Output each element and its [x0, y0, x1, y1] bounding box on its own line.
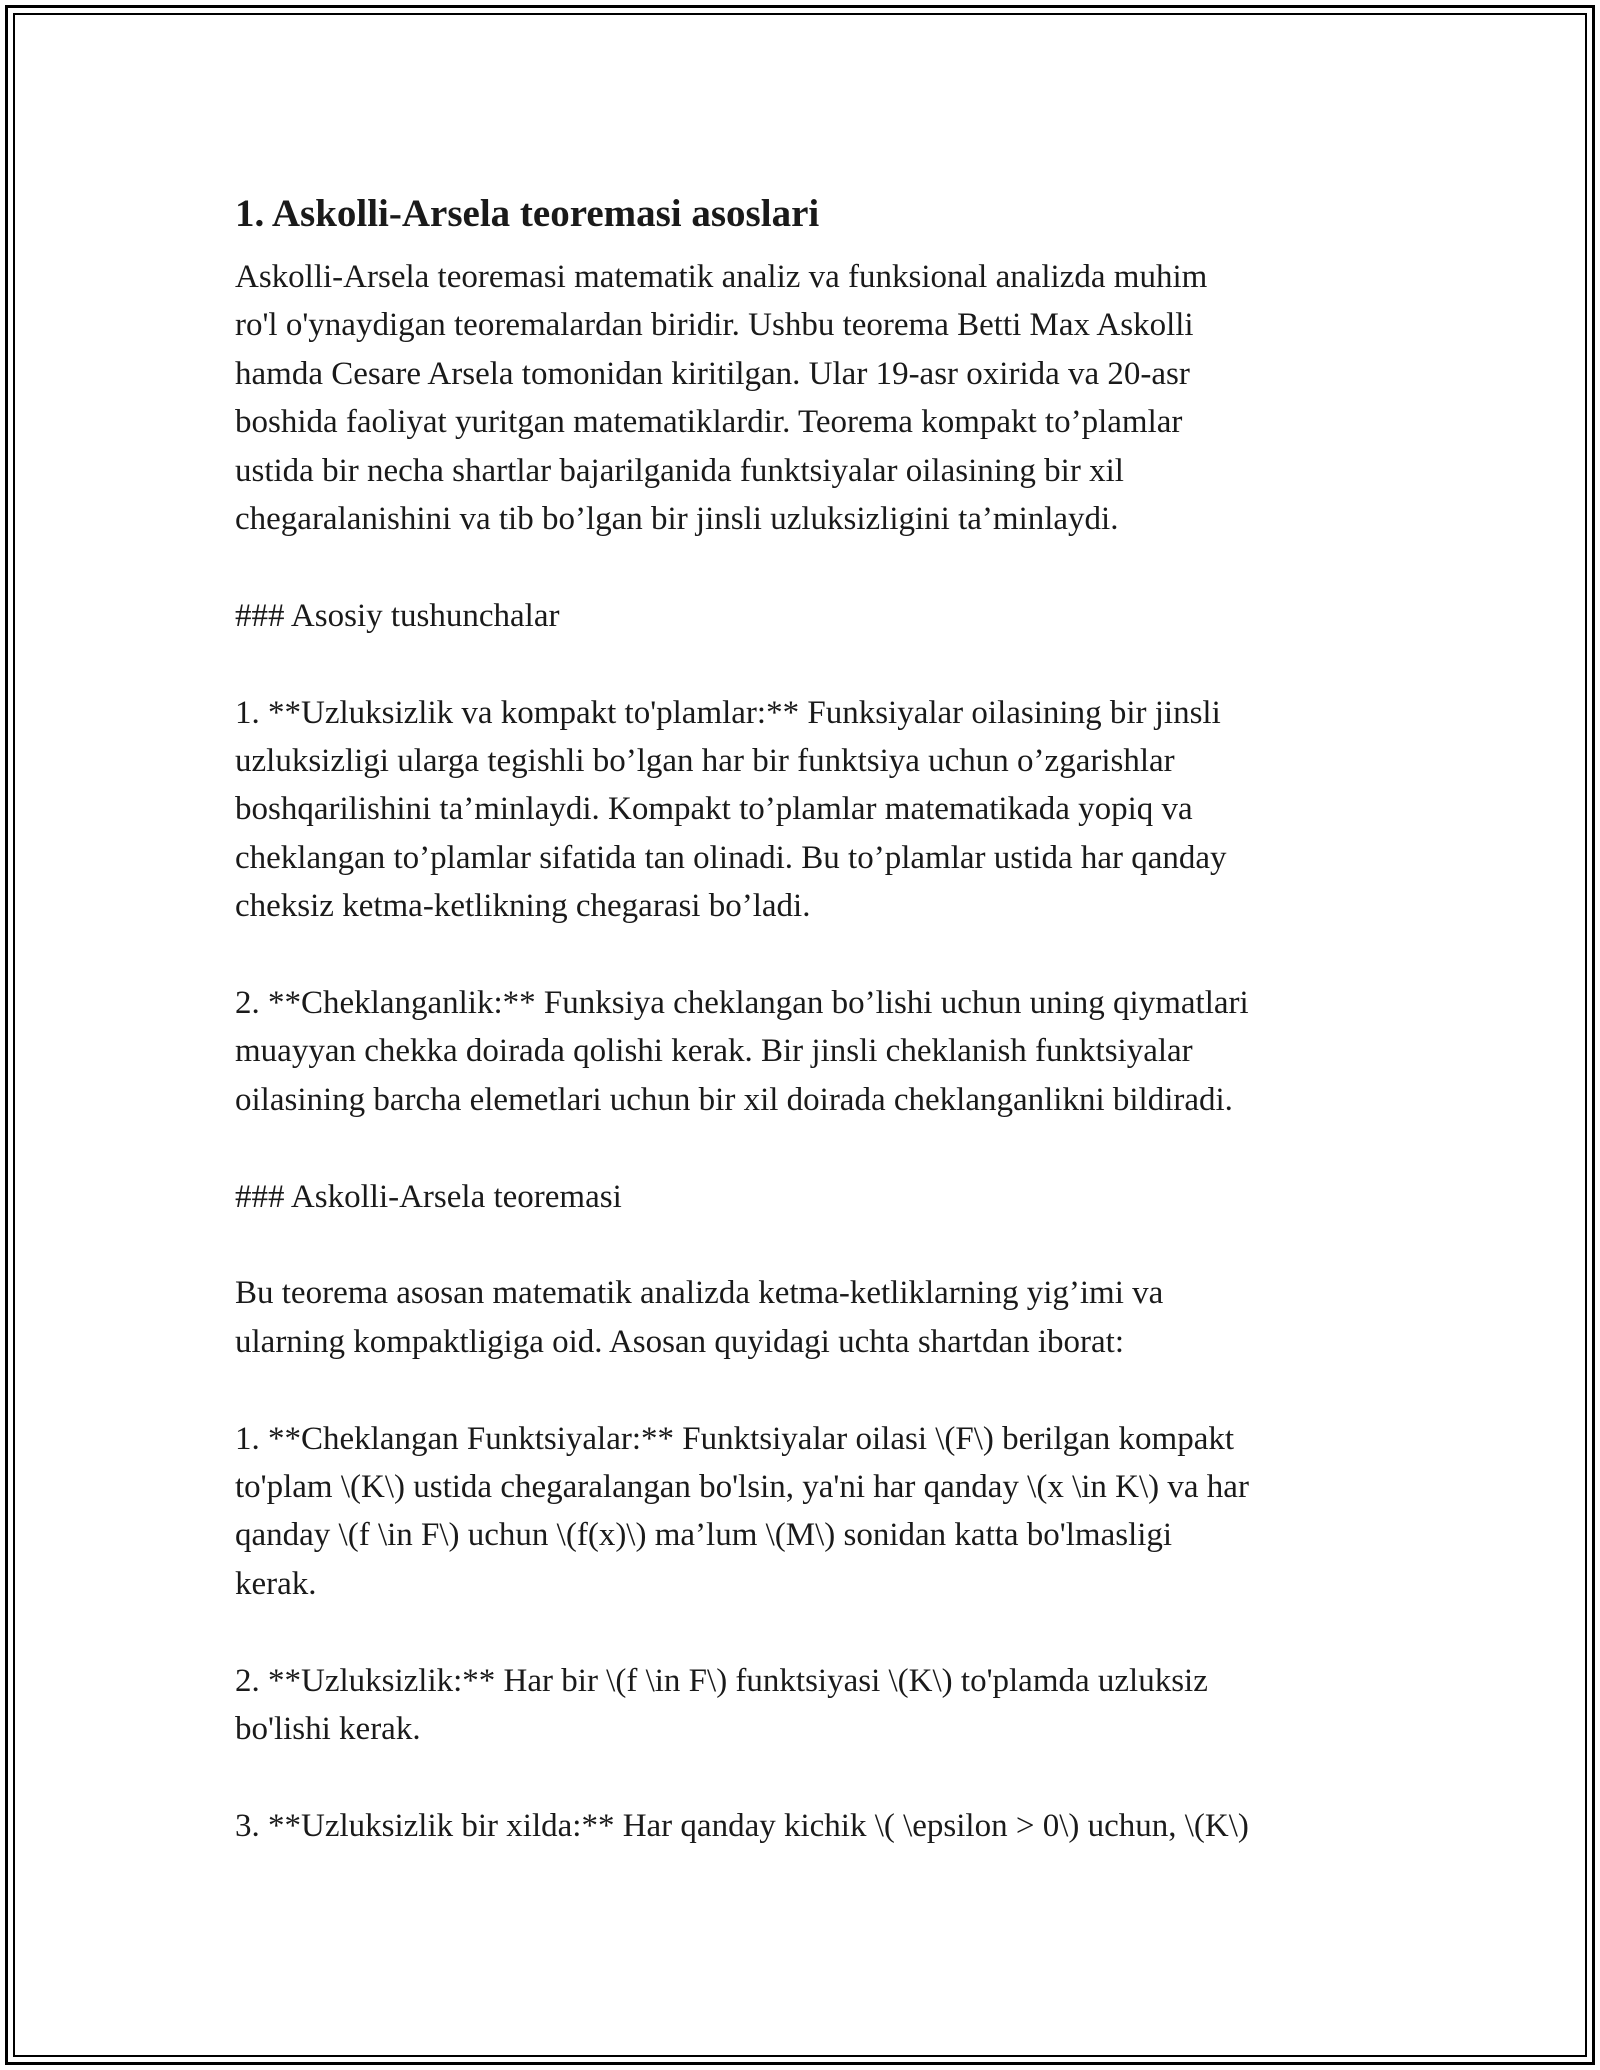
paragraph-gap	[235, 1366, 1375, 1414]
text-line: boshqarilishini ta’minlaydi. Kompakt to’plamlar matematikada yopiq va	[235, 791, 1193, 828]
text-line: uzluksizligi ularga tegishli bo’lgan har bir funktsiya uchun o’zgarishlar	[235, 743, 1175, 780]
text-line: ### Asosiy tushunchalar	[235, 597, 560, 634]
text-line: 2. **Uzluksizlik:** Har bir \(f \in F\) funktsiyasi \(K\) to'plamda uzluksiz	[235, 1662, 1208, 1699]
paragraph-gap	[235, 931, 1375, 979]
text-line: boshida faoliyat yuritgan matematiklardir. Teorema kompakt to’plamlar	[235, 404, 1183, 441]
text-line: cheksiz ketma-ketlikning chegarasi bo’ladi.	[235, 888, 811, 925]
text-line: cheklangan to’plamlar sifatida tan olinadi. Bu to’plamlar ustida har qanday	[235, 839, 1227, 876]
text-line: oilasining barcha elemetlari uchun bir xil doirada cheklanganlikni bildiradi.	[235, 1081, 1233, 1118]
text-line: ### Askolli-Arsela teoremasi	[235, 1178, 622, 1215]
text-line: to'plam \(K\) ustida chegaralangan bo'lsin, ya'ni har qanday \(x \in K\) va har	[235, 1469, 1249, 1506]
text-line: ularning kompaktligiga oid. Asosan quyidagi uchta shartdan iborat:	[235, 1323, 1125, 1360]
paragraph-gap	[235, 1221, 1375, 1269]
text-line: kerak.	[235, 1565, 317, 1602]
text-line: qanday \(f \in F\) uchun \(f(x)\) ma’lum \(M\) sonidan katta bo'lmasligi	[235, 1517, 1173, 1554]
text-line: ro'l o'ynaydigan teoremalardan biridir. Ushbu teorema Betti Max Askolli	[235, 307, 1194, 344]
paragraph-condition-2	[235, 1657, 1375, 1754]
text-line: Askolli-Arsela teoremasi matematik analiz va funksional analizda muhim	[235, 259, 1208, 295]
text-line: 2. **Cheklanganlik:** Funksiya cheklangan bo’lishi uchun uning qiymatlari	[235, 985, 1249, 1022]
text-line: ustida bir necha shartlar bajarilganida funktsiyalar oilasining bir xil	[235, 452, 1124, 489]
paragraph-condition-3	[235, 1802, 1375, 1850]
text-line: hamda Cesare Arsela tomonidan kiritilgan. Ular 19-asr oxirida va 20-asr	[235, 355, 1190, 392]
text-line: bo'lishi kerak.	[235, 1711, 421, 1748]
text-line: 1. **Uzluksizlik va kompakt to'plamlar:** Funksiyalar oilasining bir jinsli	[235, 694, 1221, 731]
text-line: 3. **Uzluksizlik bir xilda:** Har qanday kichik \( \epsilon > 0\) uchun, \(K\)	[235, 1807, 1249, 1844]
paragraph-theorem-intro	[235, 1269, 1375, 1366]
paragraph-heading-basics	[235, 592, 1375, 640]
paragraph-intro	[235, 253, 1375, 543]
paragraph-gap	[235, 1124, 1375, 1172]
paragraph-heading-theorem	[235, 1173, 1375, 1221]
text-line: Bu teorema asosan matematik analizda ketma-ketliklarning yig’imi va	[235, 1275, 1164, 1312]
text-line: chegaralanishini va tib bo’lgan bir jinsli uzluksizligini ta’minlaydi.	[235, 501, 1119, 538]
paragraph-gap	[235, 1608, 1375, 1656]
text-line: 1. **Cheklangan Funktsiyalar:** Funktsiyalar oilasi \(F\) berilgan kompakt	[235, 1420, 1235, 1457]
paragraph-list	[235, 253, 1375, 1850]
document-body	[235, 185, 1375, 1850]
paragraph-condition-1	[235, 1415, 1375, 1609]
paragraph-gap	[235, 543, 1375, 591]
text-line: muayyan chekka doirada qolishi kerak. Bir jinsli cheklanish funktsiyalar	[235, 1033, 1193, 1070]
paragraph-gap	[235, 1753, 1375, 1801]
document-title: 1. Askolli-Arsela teoremasi asoslari	[235, 192, 820, 235]
paragraph-basics-item-1	[235, 689, 1375, 931]
paragraph-basics-item-2	[235, 979, 1375, 1124]
paragraph-gap	[235, 640, 1375, 688]
